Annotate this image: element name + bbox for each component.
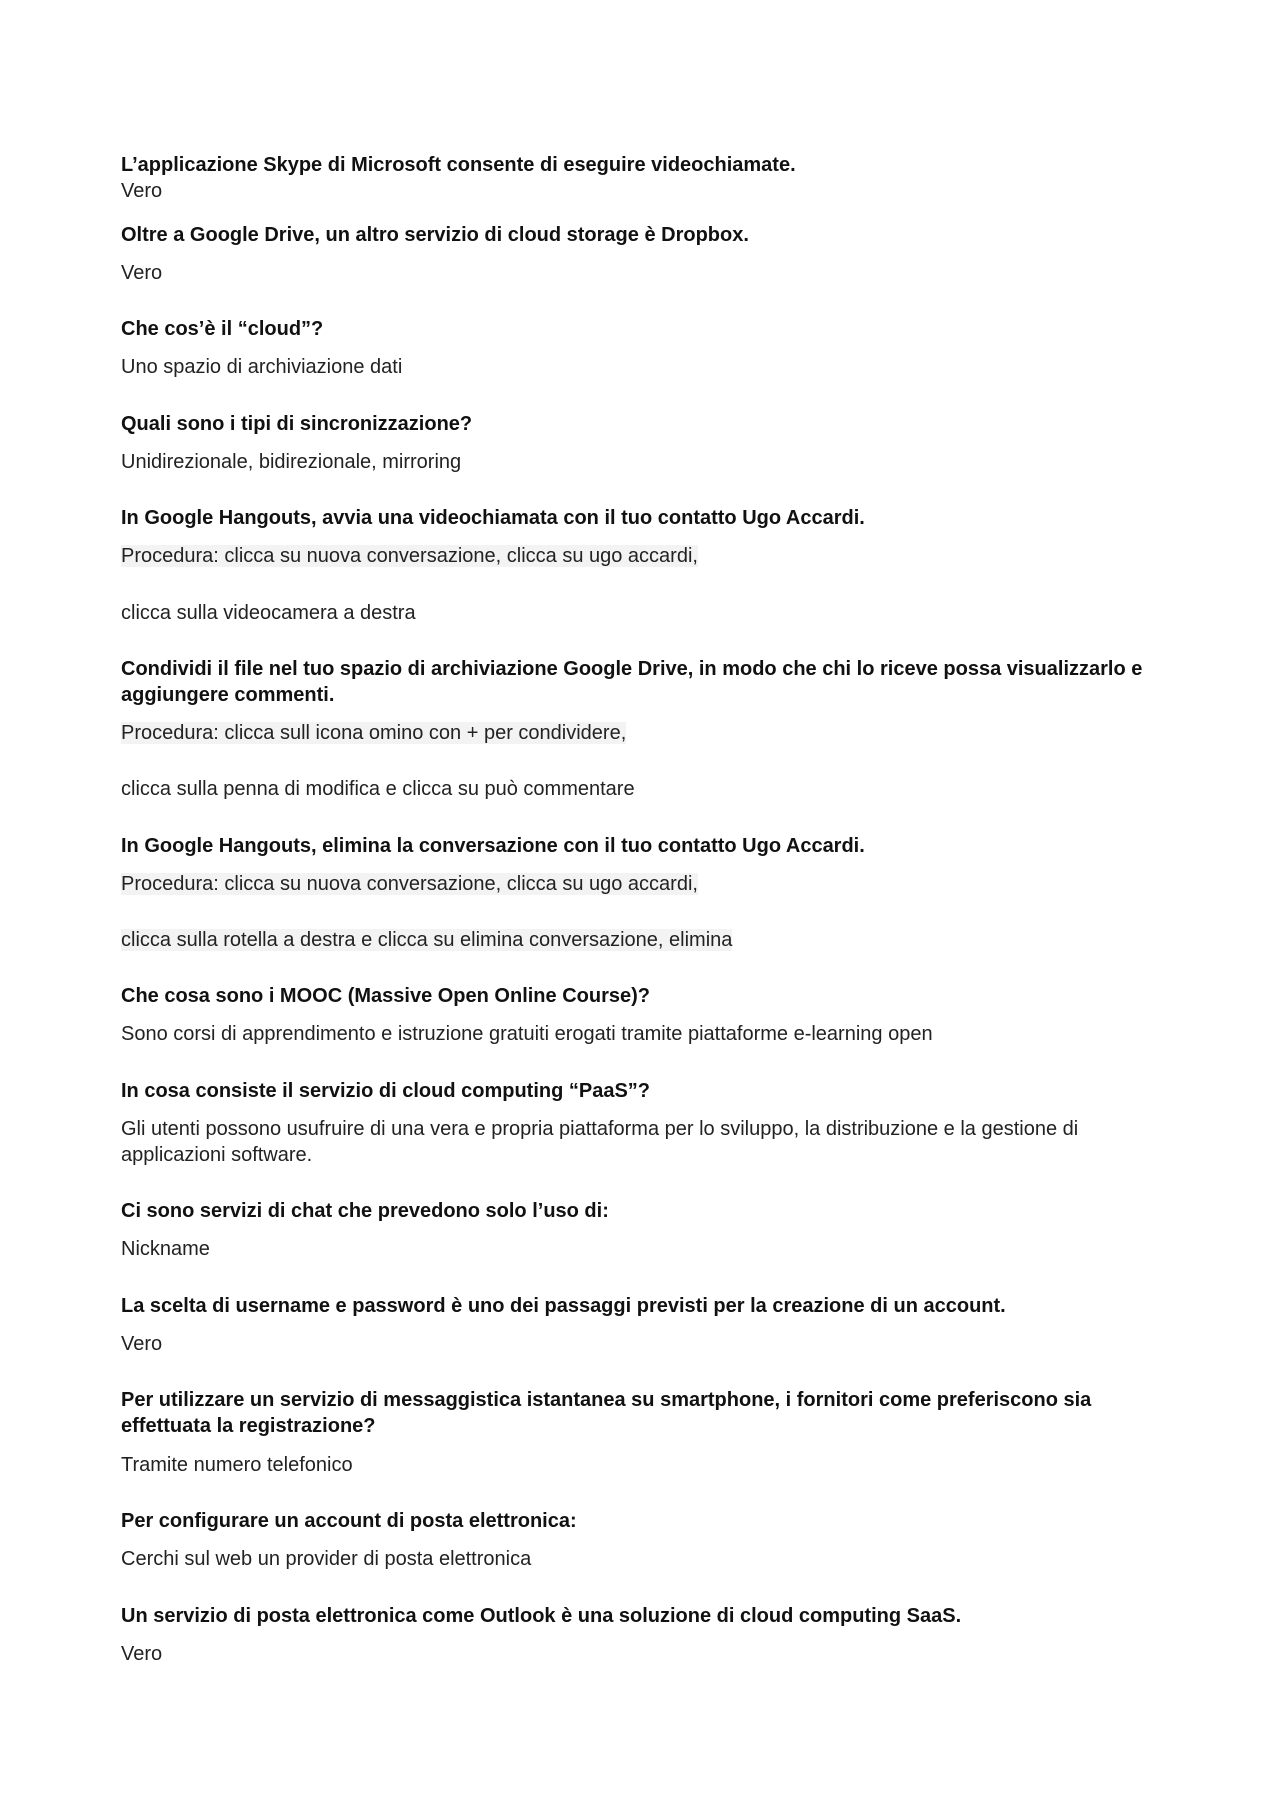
answer-5-text-1: Procedura: clicca su nuova conversazione, clicca su ugo accardi, (121, 545, 698, 567)
question-3: Che cos’è il “cloud”? (121, 318, 324, 340)
answer-14: Vero (121, 1643, 163, 1665)
answer-9: Gli utenti possono usufruire di una vera e propria piattaforma per lo sviluppo, la distribuzione e la gestione di applicazioni software. (121, 1118, 1079, 1166)
answer-7-line-1 (121, 871, 1161, 897)
question-11: La scelta di username e password è uno dei passaggi previsti per la creazione di un account. (121, 1295, 1006, 1317)
answer-4: Unidirezionale, bidirezionale, mirroring (121, 451, 462, 473)
question-9: In cosa consiste il servizio di cloud computing “PaaS”? (121, 1080, 651, 1102)
answer-8: Sono corsi di apprendimento e istruzione gratuiti erogati tramite piattaforme e-learning open (121, 1023, 933, 1045)
question-2: Oltre a Google Drive, un altro servizio di cloud storage è Dropbox. (121, 224, 749, 246)
answer-2: Vero (121, 262, 163, 284)
answer-5-line-1 (121, 543, 1161, 569)
question-13: Per configurare un account di posta elettronica: (121, 1510, 577, 1532)
question-4: Quali sono i tipi di sincronizzazione? (121, 413, 473, 435)
answer-7-text-1: Procedura: clicca su nuova conversazione, clicca su ugo accardi, (121, 873, 698, 895)
question-6: Condividi il file nel tuo spazio di archiviazione Google Drive, in modo che chi lo riceve possa visualizzarlo e aggiungere commenti. (121, 658, 1143, 706)
answer-5-line-2: clicca sulla videocamera a destra (121, 602, 416, 624)
question-5: In Google Hangouts, avvia una videochiamata con il tuo contatto Ugo Accardi. (121, 507, 865, 529)
answer-7-line-2 (121, 927, 1161, 953)
question-10: Ci sono servizi di chat che prevedono solo l’uso di: (121, 1200, 609, 1222)
question-7: In Google Hangouts, elimina la conversazione con il tuo contatto Ugo Accardi. (121, 835, 865, 857)
answer-3: Uno spazio di archiviazione dati (121, 356, 403, 378)
question-8: Che cosa sono i MOOC (Massive Open Online Course)? (121, 985, 650, 1007)
answer-6-line-1 (121, 720, 1161, 746)
answer-1: Vero (121, 180, 163, 202)
question-14: Un servizio di posta elettronica come Outlook è una soluzione di cloud computing SaaS. (121, 1605, 962, 1627)
answer-6-line-2: clicca sulla penna di modifica e clicca su può commentare (121, 778, 635, 800)
answer-11: Vero (121, 1333, 163, 1355)
answer-10: Nickname (121, 1238, 210, 1260)
answer-6-text-1: Procedura: clicca sull icona omino con + per condividere, (121, 722, 627, 744)
answer-7-text-2: clicca sulla rotella a destra e clicca su elimina conversazione, elimina (121, 929, 733, 951)
question-1: L’applicazione Skype di Microsoft consente di eseguire videochiamate. (121, 154, 796, 176)
question-12: Per utilizzare un servizio di messaggistica istantanea su smartphone, i fornitori come preferiscono sia effettuata la registrazione? (121, 1389, 1092, 1437)
answer-13: Cerchi sul web un provider di posta elettronica (121, 1548, 532, 1570)
answer-12: Tramite numero telefonico (121, 1454, 353, 1476)
